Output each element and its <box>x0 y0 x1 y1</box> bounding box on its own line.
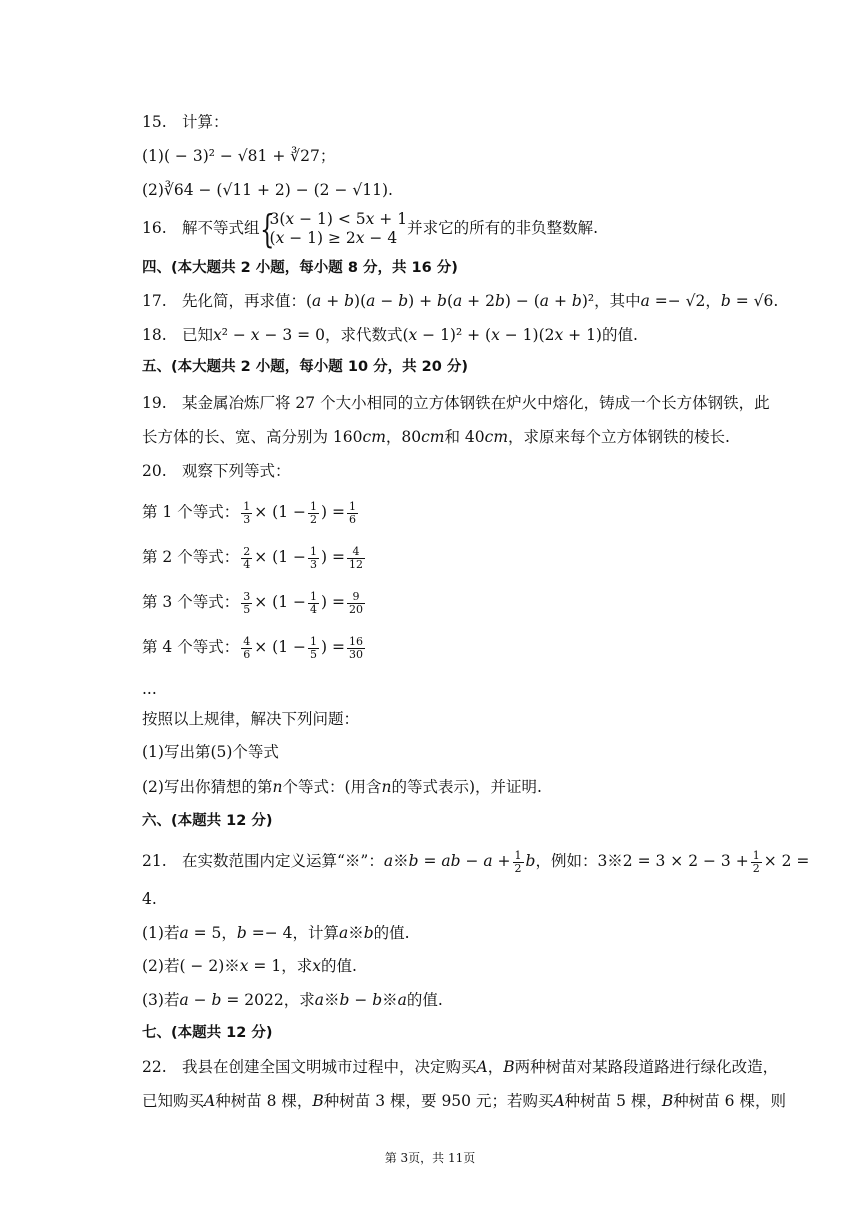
q21-part2: (2)若( − 2)※𝑥 = 1，求𝑥的值. <box>142 957 357 975</box>
q20-eq-3: 第 3 个等式： $\frac{3}{5}$ × (1 − $\frac{1}{4}$ ) = $\frac{9}{20}$ <box>142 589 363 616</box>
q20-part2: (2)写出你猜想的第𝑛个等式：(用含𝑛的等式表示)，并证明. <box>142 778 542 796</box>
q16: 16. 解不等式组 { 3(𝑥 − 1) < 5𝑥 + 1 (𝑥 − 1) ≥ 2𝑥 − 4 并求它的所有的非负整数解. <box>142 207 599 251</box>
section-5-heading: 五、(本大题共 2 小题，每小题 10 分，共 20 分) <box>142 359 468 375</box>
q21-line2: 4. <box>142 890 157 908</box>
q20-eq-1: 第 1 个等式： $\frac{1}{3}$ × (1 − $\frac{1}{2}$ ) = $\frac{1}{6}$ <box>142 499 356 526</box>
q20-ellipsis: ... <box>142 680 157 698</box>
q19-line1: 19. 某金属冶炼厂将 27 个大小相同的立方体钢铁在炉火中熔化，铸成一个长方体钢铁，此 <box>142 394 770 412</box>
q17: 17. 先化简，再求值：(𝑎 + 𝑏)(𝑎 − 𝑏) + 𝑏(𝑎 + 2𝑏) − (𝑎 + 𝑏)²，其中𝑎 =− √2，𝑏 = √6. <box>142 292 779 310</box>
page-footer: 第 3页，共 11页 <box>384 1151 476 1165</box>
q19-line2: 长方体的长、宽、高分别为 160𝑐𝑚，80𝑐𝑚和 40𝑐𝑚，求原来每个立方体钢铁的棱长. <box>142 428 730 446</box>
q21-part3: (3)若𝑎 − 𝑏 = 2022，求𝑎※𝑏 − 𝑏※𝑎的值. <box>142 991 443 1009</box>
section-6-heading: 六、(本题共 12 分) <box>142 813 273 829</box>
q15-part2: (2)∛64 − (√11 + 2) − (2 − √11). <box>142 181 393 199</box>
section-7-heading: 七、(本题共 12 分) <box>142 1025 273 1041</box>
q18: 18. 已知𝑥² − 𝑥 − 3 = 0，求代数式(𝑥 − 1)² + (𝑥 − 1)(2𝑥 + 1)的值. <box>142 326 638 344</box>
q22-line2: 已知购买𝐴种树苗 8 棵，𝐵种树苗 3 棵，要 950 元；若购买𝐴种树苗 5 棵，𝐵种树苗 6 棵，则 <box>142 1092 786 1110</box>
q20-eq-2: 第 2 个等式： $\frac{2}{4}$ × (1 − $\frac{1}{3}$ ) = $\frac{4}{12}$ <box>142 544 363 571</box>
section-4-heading: 四、(本大题共 2 小题，每小题 8 分，共 16 分) <box>142 260 458 276</box>
q15-part1: (1)( − 3)² − √81 + ∛27； <box>142 147 336 165</box>
q15-title: 15. 计算： <box>142 113 229 131</box>
inequality-system: { 3(𝑥 − 1) < 5𝑥 + 1 (𝑥 − 1) ≥ 2𝑥 − 4 <box>259 207 408 251</box>
q20-rule: 按照以上规律，解决下列问题： <box>142 710 360 728</box>
q20-eq-4: 第 4 个等式： $\frac{4}{6}$ × (1 − $\frac{1}{5}$ ) = $\frac{16}{30}$ <box>142 634 363 661</box>
q20-title: 20. 观察下列等式： <box>142 462 291 480</box>
q20-part1: (1)写出第(5)个等式 <box>142 743 279 761</box>
q21-line1: 21. 在实数范围内定义运算“※”：𝑎※𝑏 = 𝑎𝑏 − 𝑎 + $\frac{1}{2}$ 𝑏，例如：3※2 = 3 × 2 − 3 + $\frac{1}{2}$ × 2 = <box>142 848 810 875</box>
q22-line1: 22. 我县在创建全国文明城市过程中，决定购买𝐴，𝐵两种树苗对某路段道路进行绿化改造， <box>142 1058 779 1076</box>
q21-part1: (1)若𝑎 = 5，𝑏 =− 4，计算𝑎※𝑏的值. <box>142 924 410 942</box>
